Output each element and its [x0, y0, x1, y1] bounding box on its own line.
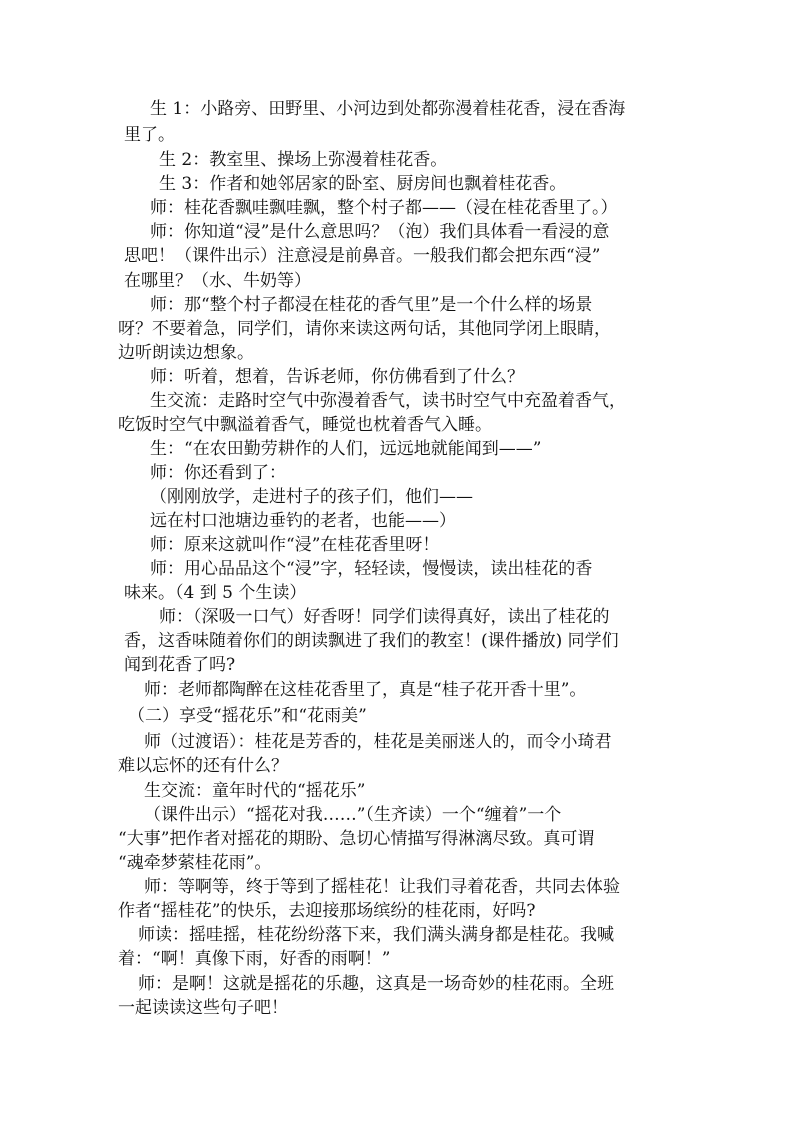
- text-line: 生交流：走路时空气中弥漫着香气，读书时空气中充盈着香气，: [150, 391, 626, 411]
- text-line: 着：“啊！真像下雨，好香的雨啊！”: [118, 949, 391, 969]
- text-line: 香，这香味随着你们的朗读飘进了我们的教室！(课件播放) 同学们: [124, 631, 619, 651]
- text-line: （刚刚放学，走进村子的孩子们，他们——: [150, 487, 473, 507]
- text-line: 师：你还看到了：: [150, 463, 286, 483]
- text-line: 远在村口池塘边垂钓的老者，也能——）: [150, 511, 456, 531]
- text-line: 师：等啊等，终于等到了摇桂花！让我们寻着花香，共同去体验: [144, 877, 620, 897]
- text-line: 思吧！（课件出示）注意浸是前鼻音。一般我们都会把东西“浸”: [124, 246, 601, 266]
- text-line: 边听朗读边想象。: [118, 343, 254, 363]
- text-line: 生 3：作者和她邻居家的卧室、厨房间也飘着桂花香。: [159, 174, 567, 194]
- text-line: 在哪里？（水、牛奶等）: [124, 271, 311, 291]
- text-line: 生：“在农田勤劳耕作的人们，远远地就能闻到——”: [150, 439, 542, 459]
- text-line: 生 2：教室里、操场上弥漫着桂花香。: [159, 150, 448, 170]
- text-line: （课件出示）“摇花对我……”（生齐读）一个“缠着”一个: [144, 805, 562, 825]
- text-line: 生交流：童年时代的“摇花乐”: [144, 781, 366, 801]
- text-line: 味来。（4 到 5 个生读）: [124, 583, 307, 603]
- text-line: 师：听着，想着，告诉老师，你仿佛看到了什么？: [150, 367, 524, 387]
- text-line: 难以忘怀的还有什么？: [118, 756, 288, 776]
- text-line: 师：是啊！这就是摇花的乐趣，这真是一场奇妙的桂花雨。全班: [138, 974, 614, 994]
- text-line: 师：那“整个村子都浸在桂花的香气里”是一个什么样的场景: [150, 295, 593, 315]
- text-line: 师读：摇哇摇，桂花纷纷落下来，我们满头满身都是桂花。我喊: [138, 925, 614, 945]
- text-line: 师：原来这就叫作“浸”在桂花香里呀！: [150, 535, 440, 555]
- text-line: 一起读读这些句子吧！: [118, 998, 288, 1018]
- section-heading: （二）享受“摇花乐”和“花雨美”: [128, 706, 367, 726]
- text-line: 呀？不要着急，同学们，请你来读这两句话，其他同学闭上眼睛，: [118, 319, 611, 339]
- text-line: 师：老师都陶醉在这桂花香里了，真是“桂子花开香十里”。: [144, 680, 587, 700]
- text-line: “大事”把作者对摇花的期盼、急切心情描写得淋漓尽致。真可谓: [118, 829, 595, 849]
- text-line: 生 1：小路旁、田野里、小河边到处都弥漫着桂花香，浸在香海: [150, 99, 626, 119]
- text-line: 吃饭时空气中飘溢着香气，睡觉也枕着香气入睡。: [118, 415, 492, 435]
- text-line: 作者“摇桂花”的快乐，去迎接那场缤纷的桂花雨，好吗?: [118, 901, 536, 921]
- text-line: 闻到花香了吗?: [124, 655, 236, 675]
- text-line: 里了。: [124, 125, 175, 145]
- text-line: “魂牵梦萦桂花雨”。: [118, 853, 272, 873]
- text-line: 师：（深吸一口气）好香呀！同学们读得真好，读出了桂花的: [159, 607, 610, 627]
- text-line: 师（过渡语）：桂花是芳香的，桂花是美丽迷人的，而令小琦君: [144, 732, 612, 752]
- text-line: 师：你知道“浸”是什么意思吗？（泡）我们具体看一看浸的意: [150, 222, 610, 242]
- text-line: 师：桂花香飘哇飘哇飘，整个村子都——（浸在桂花香里了。）: [150, 198, 618, 218]
- text-line: 师：用心品品这个“浸”字，轻轻读，慢慢读，读出桂花的香: [150, 559, 593, 579]
